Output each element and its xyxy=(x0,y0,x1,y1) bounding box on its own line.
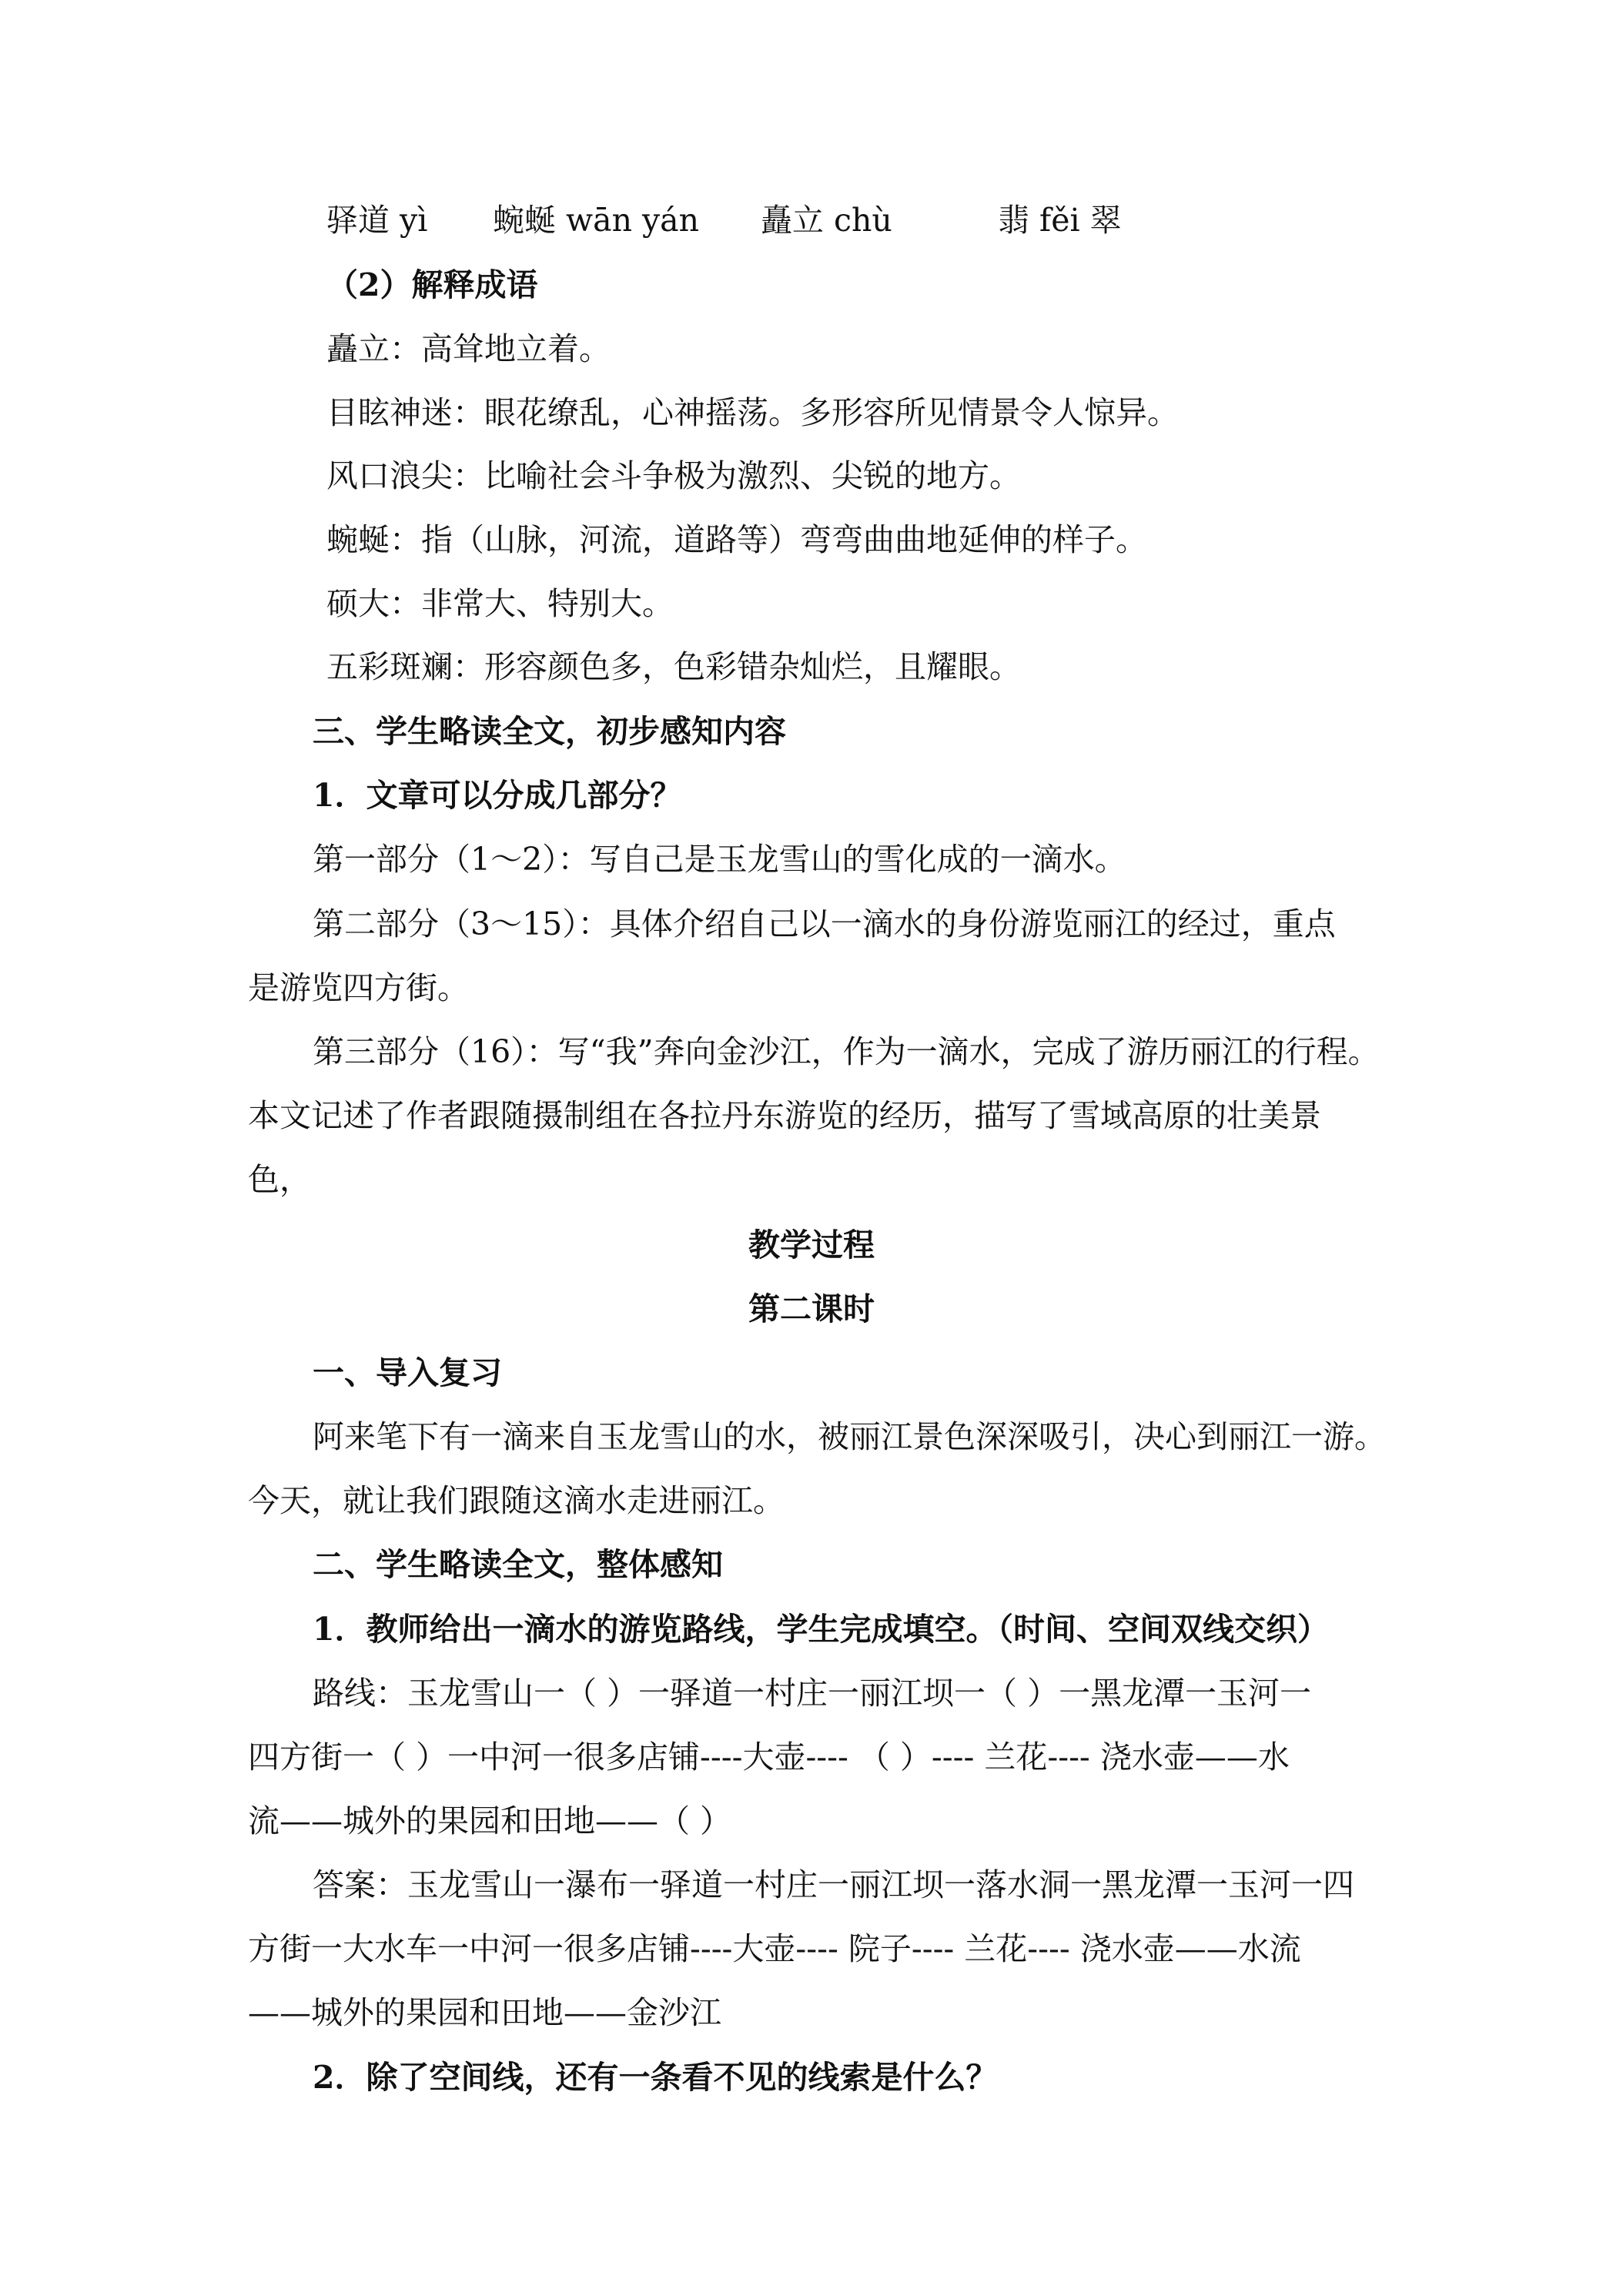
paragraph-line: 阿来笔下有一滴来自玉龙雪山的水，被丽江景色深深吸引，决心到丽江一游。 xyxy=(313,1418,1386,1455)
idioms-heading: （2）解释成语 xyxy=(326,266,538,303)
paragraph-line: 是游览四方街。 xyxy=(248,969,469,1006)
task-heading: 2．除了空间线，还有一条看不见的线索是什么？ xyxy=(313,2059,998,2096)
route-line: 四方街一（ ）一中河一很多店铺----大壶---- （ ）---- 兰花---- 浇水壶——水 xyxy=(248,1739,1290,1776)
paragraph-line: 今天，就让我们跟随这滴水走进丽江。 xyxy=(248,1482,785,1519)
section-heading: 三、学生略读全文，初步感知内容 xyxy=(313,713,786,750)
section-heading: 一、导入复习 xyxy=(313,1354,502,1391)
idiom-definition: 风口浪尖：比喻社会斗争极为激烈、尖锐的地方。 xyxy=(326,457,1021,494)
idiom-definition: 矗立：高耸地立着。 xyxy=(326,330,611,367)
route-line: 路线：玉龙雪山一（ ）一驿道一村庄一丽江坝一（ ）一黑龙潭一玉河一 xyxy=(313,1675,1312,1712)
paragraph-line: 第二部分（3～15）：具体介绍自己以一滴水的身份游览丽江的经过，重点 xyxy=(313,905,1336,942)
idiom-definition: 五彩斑斓：形容颜色多，色彩错杂灿烂，且耀眼。 xyxy=(326,648,1021,685)
section-heading: 二、学生略读全文，整体感知 xyxy=(313,1546,723,1583)
paragraph-line: 本文记述了作者跟随摄制组在各拉丹东游览的经历，描写了雪域高原的壮美景 xyxy=(248,1097,1321,1134)
pinyin-item: 矗立 chù xyxy=(761,202,892,239)
answer-line: ——城外的果园和田地——金沙江 xyxy=(248,1994,721,2031)
idiom-definition: 硕大：非常大、特别大。 xyxy=(326,585,674,622)
lesson-title: 第二课时 xyxy=(748,1290,875,1327)
task-heading: 1．教师给出一滴水的游览路线，学生完成填空。（时间、空间双线交织） xyxy=(313,1611,1330,1648)
idiom-definition: 目眩神迷：眼花缭乱，心神摇荡。多形容所见情景令人惊异。 xyxy=(326,394,1179,431)
question-heading: 1．文章可以分成几部分？ xyxy=(313,777,682,814)
route-line: 流——城外的果园和田地——（ ） xyxy=(248,1802,732,1839)
answer-line: 答案：玉龙雪山一瀑布一驿道一村庄一丽江坝一落水洞一黑龙潭一玉河一四 xyxy=(313,1866,1354,1903)
answer-line: 方街一大水车一中河一很多店铺----大壶---- 院子---- 兰花---- 浇水壶——水流 xyxy=(248,1930,1301,1967)
pinyin-item: 驿道 yì xyxy=(326,202,428,239)
idiom-definition: 蜿蜒：指（山脉，河流，道路等）弯弯曲曲地延伸的样子。 xyxy=(326,521,1147,558)
section-title: 教学过程 xyxy=(748,1227,875,1263)
paragraph-line: 第一部分（1～2）：写自己是玉龙雪山的雪化成的一滴水。 xyxy=(313,841,1126,878)
pinyin-item: 蜿蜒 wān yán xyxy=(493,202,700,239)
pinyin-item: 翡 fěi 翠 xyxy=(998,202,1122,239)
paragraph-line: 第三部分（16）：写“我”奔向金沙江，作为一滴水，完成了游历丽江的行程。 xyxy=(313,1033,1380,1070)
paragraph-line: 色， xyxy=(248,1161,311,1198)
